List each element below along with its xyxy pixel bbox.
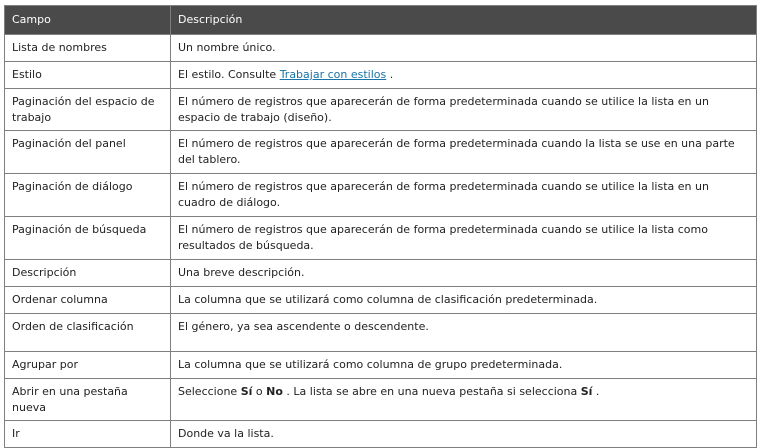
field-cell: Orden de clasificación bbox=[5, 314, 171, 352]
option-no: No bbox=[266, 385, 283, 398]
table-row bbox=[5, 260, 757, 287]
field-cell: Ordenar columna bbox=[5, 287, 171, 314]
table-row bbox=[5, 379, 757, 421]
description-text: . bbox=[386, 68, 394, 81]
field-cell: Estilo bbox=[5, 62, 171, 89]
description-cell: El número de registros que aparecerán de forma predeterminada cuando la lista se use en una parte del tablero. bbox=[171, 131, 757, 174]
field-cell: Descripción bbox=[5, 260, 171, 287]
field-cell: Ir bbox=[5, 421, 171, 448]
option-si: Sí bbox=[580, 385, 593, 398]
field-cell: Paginación del panel bbox=[5, 131, 171, 174]
description-text: . bbox=[592, 385, 600, 398]
header-descripcion: Descripción bbox=[171, 6, 757, 35]
description-text: o bbox=[252, 385, 267, 398]
table-row bbox=[5, 131, 757, 174]
description-cell: La columna que se utilizará como columna de grupo predeterminada. bbox=[171, 352, 757, 379]
field-cell: Abrir en una pestaña nueva bbox=[5, 379, 171, 421]
fields-table bbox=[4, 5, 757, 448]
table-row bbox=[5, 421, 757, 448]
fields-table-container bbox=[4, 5, 756, 448]
table-row bbox=[5, 287, 757, 314]
description-cell: Un nombre único. bbox=[171, 35, 757, 62]
header-campo: Campo bbox=[5, 6, 171, 35]
description-text: Seleccione bbox=[178, 385, 241, 398]
field-cell: Lista de nombres bbox=[5, 35, 171, 62]
table-row bbox=[5, 62, 757, 89]
table-row bbox=[5, 217, 757, 260]
table-row bbox=[5, 89, 757, 131]
description-cell: La columna que se utilizará como columna de clasificación predeterminada. bbox=[171, 287, 757, 314]
option-si: Sí bbox=[240, 385, 253, 398]
table-row bbox=[5, 314, 757, 352]
table-row bbox=[5, 174, 757, 217]
table-header-row bbox=[5, 6, 757, 35]
description-cell: El género, ya sea ascendente o descendente. bbox=[171, 314, 757, 352]
description-cell: Una breve descripción. bbox=[171, 260, 757, 287]
description-cell: El número de registros que aparecerán de forma predeterminada cuando se utilice la lista como resultados de búsqueda. bbox=[171, 217, 757, 260]
description-text: . La lista se abre en una nueva pestaña si selecciona bbox=[282, 385, 581, 398]
field-cell: Agrupar por bbox=[5, 352, 171, 379]
styles-link[interactable]: Trabajar con estilos bbox=[279, 68, 387, 81]
table-row bbox=[5, 35, 757, 62]
description-cell: El número de registros que aparecerán de forma predeterminada cuando se utilice la lista en un espacio de trabajo (diseño). bbox=[171, 89, 757, 131]
field-cell: Paginación de diálogo bbox=[5, 174, 171, 217]
field-cell: Paginación de búsqueda bbox=[5, 217, 171, 260]
table-row bbox=[5, 352, 757, 379]
field-cell: Paginación del espacio de trabajo bbox=[5, 89, 171, 131]
description-cell bbox=[171, 379, 757, 421]
description-text: El estilo. Consulte bbox=[178, 68, 280, 81]
description-cell: El número de registros que aparecerán de forma predeterminada cuando se utilice la lista en un cuadro de diálogo. bbox=[171, 174, 757, 217]
description-cell bbox=[171, 62, 757, 89]
description-cell: Donde va la lista. bbox=[171, 421, 757, 448]
